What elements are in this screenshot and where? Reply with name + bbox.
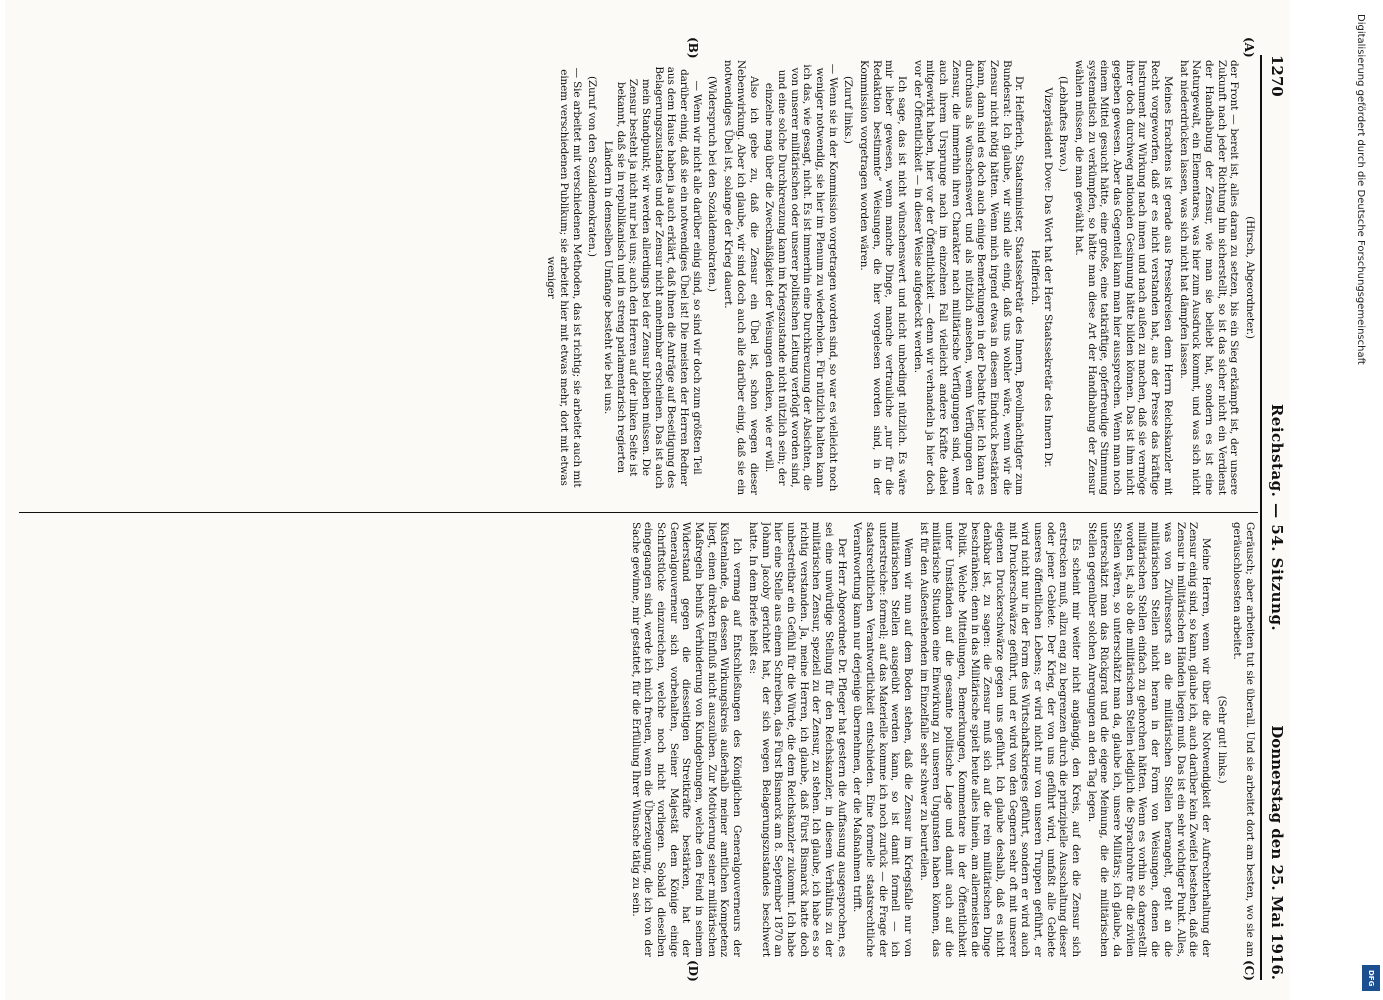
column-divider (19, 512, 1258, 513)
paragraph: Es scheint mir weiter nicht angängig, den Kreis, auf den die Zensur sich erstrecken muß, allzu eng zu begrenzen durch die prinzipielle Ausschaltung dieser oder jener Gebiete. Der Krieg, der von uns geführt wird, umfaßt alle Gebiete unseres öffentlichen Lebens; er wird nicht nur von unseren Truppen geführt, er wird nicht nur in der Form des Wirtschaftskrieges geführt, sondern er wird auch mit Druckerschwärze geführt, und er wird von den Gegnern sehr oft mit unserer eigenen Druckerschwärze gegen uns geführt. Ich glaube deshalb, daß es nicht denkbar ist, zu sagen: die Zensur muß sich auf die rein militärischen Dinge beschränken; denn in das Militärische spielt heute alles hinein, am allermeisten die Politik. Welche Mitteilungen, Bemerkungen, Kommentare in der Öffentlichkeit unter Umständen auf die gesamte politische Lage und damit auch auf die militärische Situation eine Einwirkung zu unseren Ungunsten haben können, das ist für den Außenstehenden im Einzelfalle sehr schwer zu beurteilen. (917, 522, 1083, 957)
page-header (1264, 55, 1288, 980)
margin-marker-b: (B) (686, 37, 700, 59)
margin-marker-a: (A) (1242, 37, 1256, 58)
paragraph: der Front — bereit ist, alles daran zu setzen, bis ein Sieg erkämpft ist, der unsere Zukunft nach jeder Richtung hin sicherstellt, so ist das sicher nicht ein Verdienst der Handhabung der Zensur, wie man sie beliebt hat, sondern es ist eine Naturgewalt, ein Elementares, was hier zum Ausdruck kommt, und was sich nicht hat niederdrücken lassen, was sich nicht hat dämpfen lassen. (1177, 60, 1241, 495)
paragraph: (Widerspruch bei den Sozialdemokraten.) (706, 76, 719, 292)
margin-marker-c: (C) (1242, 960, 1256, 981)
header-rule (1260, 55, 1262, 980)
speaker-reference: (Hirsch, Abgeordneter.) (1244, 216, 1256, 339)
digitization-note: Digitalisierung gefördert durch die Deutsche Forschungsgemeinschaft (1355, 14, 1366, 365)
paragraph: Geräusch; aber arbeiten tut sie überall. Und sie arbeitet dort am besten, wo sie am geräuschlosesten arbeitet. (1231, 522, 1256, 957)
paragraph: Dr. Helfferich, Staatsminister, Staatssekretär des Innern, Bevollmächtigter zum Bundesrat: Ich glaube, wir sind alle einig, daß uns wohler wäre, wenn wir die Zensur nicht nötig hätten. Wenn mich irgend etwas in diesem Eindruck bestärken kann, dann sind es doch auch einige Bemerkungen in der Debatte hier. Ich kann es durchaus als wünschenswert und als nützlich ansehen, wenn Verfügungen der Zensur, die immerhin ihren Charakter nach militärische Verfügungen sind, wenn auch ihrem Ursprunge nach im einzelnen Fall vielleicht andere Kräfte dabei mitgewirkt haben, hier vor der Öffentlichkeit — denn wir verhandeln ja hier doch vor der Öffentlichkeit — in dieser Weise aufgedeckt werden. (911, 60, 1026, 495)
footer-strip (1352, 0, 1382, 1000)
margin-marker-d: (D) (686, 960, 700, 982)
left-column (19, 60, 1256, 495)
paragraph: (Zuruf links.) (842, 76, 855, 144)
right-column (19, 522, 1256, 957)
interjection: (Sehr gut! links.) (1215, 695, 1228, 784)
paragraph: Wenn wir nun auf dem Boden stehen, daß die Zensur im Kriegsfalle nur von militärischen Stellen ausgeübt werden kann, so ist damit formell — ich unterstreiche: formell; auf das Materielle komme ich noch zurück — die Frage der staatsrechtlichen Verantwortlichkeit entschieden. Eine formelle staatsrechtliche Verantwortung kann nur derjenige übernehmen, der die Maßnahmen trifft. (851, 522, 915, 957)
dfg-logo-icon: DFG (1362, 965, 1380, 991)
interjection: Vizepräsident Dove: Das Wort hat der Herr Staatssekretär des Innern Dr. Helfferich. (1029, 87, 1054, 468)
interjection: — Wenn sie in der Kommission vorgetragen worden sind, so war es vielleicht noch weniger notwendig, sie hier im Plenum zu wiederholen. Für nützlich halten kann ich das, wie gesagt, nicht. Es ist immerhin eine Durchkreuzung der Absichten, die von unserer militärischen oder unserer politischen Leitung verfolgt worden sind, und eine solche Durchkreuzung kann im Kriegszustande nicht nützlich sein; der einzelne mag über die Zweckmäßigkeit der Weisungen denken, wie er will. (763, 63, 839, 492)
paragraph: Meine Herren, wenn wir über die Notwendigkeit der Aufrechterhaltung der Zensur einig sind, so kann, glaube ich, auch darüber kein Zweifel bestehen, daß die Zensur in militärischen Händen liegen muß. Das ist ein sehr wichtiger Punkt. Alles, was von Zivilressorts an die militärischen Stellen herangeht, geht an die militärischen Stellen nicht heran in der Form von Weisungen, denen die militärischen Stellen einfach zu gehorchen hätten. Wenn es vorhin so dargestellt worden ist, als ob die militärischen Stellen lediglich die Sprachrohre für die zivilen Stellen wären, so unterschätzt man da, glaube ich, unsere Militärs; ich glaube, da unterschätzt man das Rückgrat und die eigene Meinung, die die militärischen Stellen gegenüber solchen Anregungen an den Tag legen. (1085, 522, 1212, 957)
running-title: Reichstag. — 54. Sitzung. (1268, 403, 1286, 632)
interjection: — Sie arbeitet mit verschiedenen Methoden, das ist richtig; sie arbeitet auch mit einem verschiedenen Publikum; sie arbeitet hier mit etwas mehr, dort mit etwas weniger (545, 67, 583, 488)
document-page (5, 0, 1290, 1000)
page-number: 1270 (1268, 55, 1286, 97)
paragraph: Meines Erachtens ist gerade aus Pressekreisen dem Herrn Reichskanzler mit Recht vorgeworfen, daß er es nicht verstanden hat, aus der Presse das kräftige Instrument zur Wirkung nach innen und nach außen zu machen, daß sie vermöge ihrer doch durchweg nationalen Gesinnung hätte bilden können. Das ist ihm nicht gegeben gewesen. Aber das Gegenteil kann man hier aussprechen. Wenn man noch einem Mittel gesucht hätte, eine große, eine tatkräftige, opferfreudige Stimmung systematisch zu verkümpfen, so hätte man diese Art der Handhabung der Zensur wählen müssen, die man gewählt hat. (1073, 60, 1174, 495)
paragraph: Also ich gebe zu, daß die Zensur ein Übel ist, schon wegen dieser Nebenwirkung. Aber ich glaube, wir sind doch auch alle darüber einig, daß sie ein notwendiges Übel ist, solange der Krieg dauert. (722, 60, 760, 495)
quotation: Ich vermag auf Entschließungen des Königlichen Generalgouverneurs der Küstenlande, da dessen Wirkungskreis außerhalb meiner amtlichen Kompetenz liegt, einen direkten Einfluß nicht auszuüben. Zur Motivierung seiner militärischen Maßregeln behufs Verhinderung von Kundgebungen, welche den Feind in seinem Widerstand gegen die diesseitigen Streitkräfte bestärken, hat der Generalgouverneur sich vorbehalten, Seiner Majestät dem Könige einige Schriftstücke einzureichen, welche noch nicht vorliegen. Sobald dieselben eingegangen sind, werde ich mich freuen, wenn die Überzeugung, die ich von der Sache gewinne, mir gestattet, für die Erfüllung Ihrer Wünsche tätig zu sein. (629, 522, 744, 957)
paragraph: Der Herr Abgeordnete Dr. Pfleger hat gestern die Auffassung ausgesprochen, es sei eine unwürdige Stellung für den Reichskanzler, in diesem Verhältnis zu der militärischen Zensur, speziell zu der Zensur, zu stehen. Ich glaube, ich habe es so richtig verstanden. Ja, meine Herren, ich glaube, daß Fürst Bismarck hatte doch unbestreitbar ein Gefühl für die Würde, die dem Reichskanzler zukommt. Ich habe hier eine Stelle aus einem Schreiben, das Fürst Bismarck am 8. September 1870 an Johann Jacoby gerichtet hat, der sich wegen Belagerungszustandes beschwert hatte. In dem Briefe heißt es: (746, 522, 848, 957)
interjection: — Wenn wir nicht alle darüber einig sind, so sind wir doch zum größten Teil darüber einig, daß sie ein notwendiges Übel ist! Die meisten der Herren Redner aus dem Hause haben ja auch erklärt, daß ihnen die Anträge auf Beseitigung des Belagerungszustandes und der Zensur nicht annehmbar erscheinen. Das ist auch mein Standpunkt; wir werden allerdings bei der Zensur bleiben müssen. Die Zensur besteht ja nicht nur bei uns; auch den Herren auf der linken Seite ist bekannt, daß sie in republikanisch und in streng parlamentarisch regierten Ländern in demselben Umfange besteht wie bei uns. (602, 66, 703, 489)
paragraph: (Zuruf von den Sozialdemokraten.) (586, 76, 599, 257)
paragraph: Ich sage, das ist nicht wünschenswert und nicht unbedingt nützlich. Es wäre mir lieber gewesen, wenn manche Dinge, manche vertrauliche „nur für die Redaktion bestimmte“ Weisungen, die hier vorgelesen worden sind, in der Kommission vorgetragen worden wären. (858, 60, 909, 495)
paragraph: (Lebhaftes Bravo.) (1057, 76, 1070, 172)
date-line: Donnerstag den 25. Mai 1916. (1268, 725, 1286, 980)
